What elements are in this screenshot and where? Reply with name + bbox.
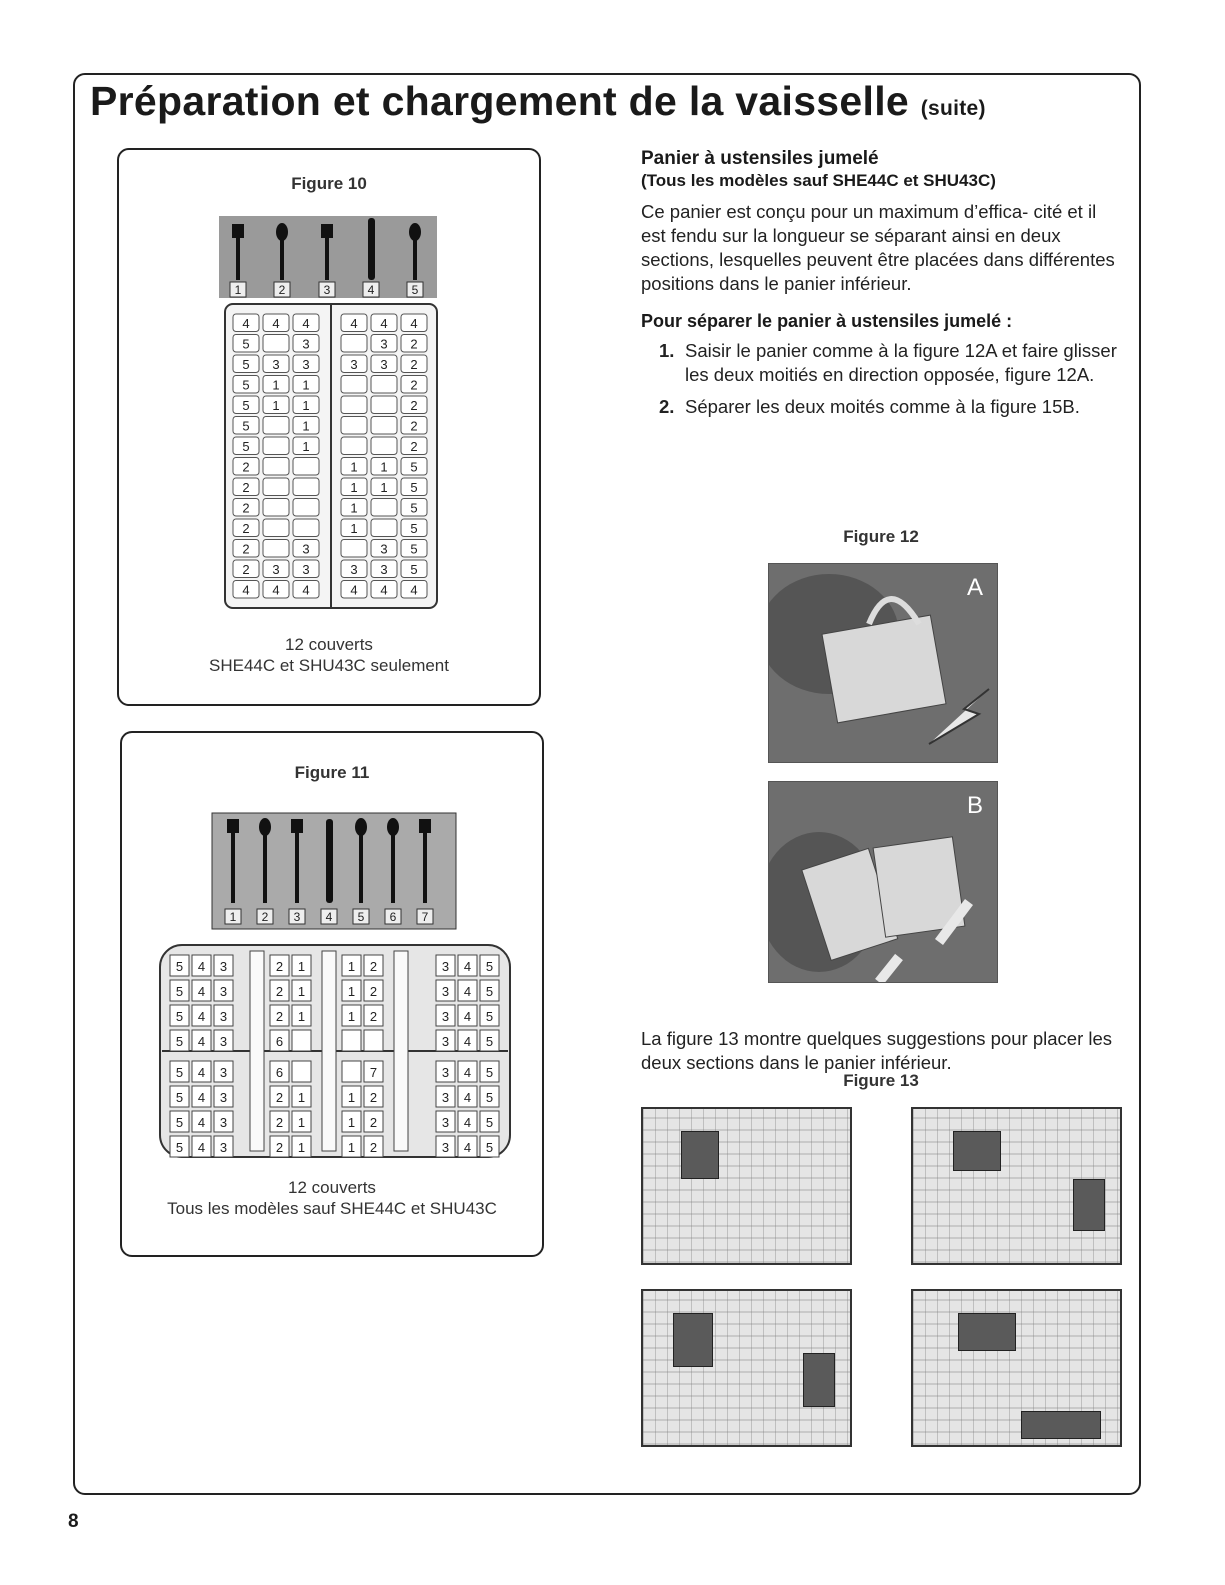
figure-13-label: Figure 13: [843, 1071, 919, 1090]
fork-handle: [325, 236, 329, 280]
basket-photo-b: [769, 782, 998, 983]
fork-icon: [321, 224, 333, 238]
middle-b-group-value: 1: [347, 959, 356, 974]
right-group-value: 3: [441, 1090, 450, 1105]
basket-section: [673, 1313, 713, 1367]
left-grid-value: 5: [242, 357, 250, 372]
middle-b-group-value: 1: [347, 1140, 356, 1155]
left-group-value: 5: [175, 1115, 184, 1130]
right-group-value: 4: [463, 1140, 472, 1155]
right-grid-value: 3: [380, 357, 388, 372]
left-grid-cell: [263, 478, 289, 496]
basket-section: [803, 1353, 835, 1407]
knife-icon: [326, 819, 333, 903]
left-grid-value: 5: [242, 336, 250, 352]
left-grid-value: 2: [242, 459, 250, 475]
right-group-value: 4: [463, 1009, 472, 1024]
left-group-value: 5: [175, 1034, 184, 1049]
basket-photo-a: [769, 564, 998, 763]
right-group-value: 5: [485, 984, 494, 999]
middle-a-group-value: 1: [297, 959, 306, 974]
fork-handle: [295, 831, 299, 903]
basket-section: [681, 1131, 719, 1179]
right-grid-cell: [341, 540, 367, 558]
left-grid-value: 3: [302, 562, 310, 577]
utensil-number: 7: [421, 910, 429, 924]
left-grid-value: 3: [272, 562, 280, 577]
separate-heading: Pour séparer le panier à ustensiles jumelé :: [641, 311, 1013, 331]
left-grid-value: 1: [272, 398, 280, 413]
figure-12a-photo: [768, 563, 998, 763]
page-number: 8: [68, 1511, 79, 1532]
left-grid-cell: [263, 519, 289, 537]
right-grid-value: 5: [410, 480, 418, 495]
utensil-number: 2: [278, 283, 286, 297]
middle-b-group-value: 2: [369, 1009, 378, 1024]
middle-b-group-value: 1: [347, 1115, 356, 1130]
left-grid-value: 4: [272, 316, 280, 331]
middle-b-group-value: 2: [369, 1140, 378, 1155]
figure-12b-photo: [768, 781, 998, 983]
right-grid-cell: [371, 417, 397, 435]
left-grid-value: 5: [242, 377, 250, 393]
utensil-number: 1: [229, 910, 237, 924]
right-group-value: 3: [441, 959, 450, 974]
utensil-number: 1: [234, 283, 242, 297]
utensil-number: 4: [325, 910, 333, 924]
left-group-value: 3: [219, 1034, 228, 1049]
left-group-value: 4: [197, 984, 206, 999]
right-grid-value: 4: [410, 582, 418, 598]
right-group-value: 4: [463, 1065, 472, 1080]
middle-a-group-value: 2: [275, 1115, 284, 1130]
middle-b-group-value: 1: [347, 984, 356, 999]
left-group-value: 4: [197, 1090, 206, 1105]
left-group-value: 3: [219, 984, 228, 999]
left-grid-cell: [263, 417, 289, 435]
fork-icon: [227, 819, 239, 833]
step-item: [641, 339, 1121, 387]
basket-section: [1073, 1179, 1105, 1231]
right-grid-value: 5: [410, 521, 418, 536]
middle-a-group-value: 2: [275, 1090, 284, 1105]
right-grid-value: 2: [410, 418, 418, 434]
left-grid-cell: [293, 519, 319, 537]
left-grid-value: 3: [302, 336, 310, 352]
right-grid-value: 1: [350, 500, 358, 516]
middle-b-group-value: 1: [347, 1090, 356, 1105]
right-grid-value: 5: [410, 562, 418, 577]
middle-b-group-cell: [342, 1030, 361, 1051]
left-group-value: 5: [175, 984, 184, 999]
left-grid-value: 2: [242, 541, 250, 557]
middle-b-group-value: 2: [369, 959, 378, 974]
right-group-value: 4: [463, 1115, 472, 1130]
middle-a-group-value: 6: [275, 1034, 284, 1049]
figure-13-photo-2: [911, 1107, 1122, 1265]
section-heading: Panier à ustensiles jumelé: [641, 148, 879, 169]
figure-13-photo-3: [641, 1289, 852, 1447]
utensil-number: 5: [411, 283, 419, 297]
utensil-number: 3: [293, 910, 301, 924]
left-grid-cell: [293, 499, 319, 517]
right-group-value: 5: [485, 1065, 494, 1080]
fork-icon: [291, 819, 303, 833]
right-grid-cell: [371, 499, 397, 517]
middle-b-group-value: 2: [369, 984, 378, 999]
middle-a-group-value: 1: [297, 1140, 306, 1155]
right-grid-value: 2: [410, 398, 418, 413]
middle-b-group-value: 2: [369, 1090, 378, 1105]
figure-11-label: Figure 11: [294, 763, 370, 782]
right-grid-cell: [371, 396, 397, 414]
right-grid-value: 5: [410, 541, 418, 557]
right-group-value: 4: [463, 1034, 472, 1049]
left-group-value: 4: [197, 1115, 206, 1130]
right-group-value: 5: [485, 1140, 494, 1155]
left-grid-value: 4: [242, 582, 250, 598]
right-group-value: 3: [441, 1034, 450, 1049]
figure-10-caption-line1: 12 couverts: [285, 635, 373, 654]
spoon-handle: [391, 833, 395, 903]
utensil-number: 2: [261, 910, 269, 924]
left-group-value: 3: [219, 1009, 228, 1024]
left-group-value: 3: [219, 1065, 228, 1080]
step-number: 2.: [659, 396, 675, 417]
middle-a-group-cell: [292, 1030, 311, 1051]
left-grid-value: 3: [302, 357, 310, 372]
right-grid-value: 2: [410, 357, 418, 372]
right-grid-cell: [341, 396, 367, 414]
left-group-value: 3: [219, 1140, 228, 1155]
middle-a-group-value: 2: [275, 1140, 284, 1155]
right-group-value: 3: [441, 984, 450, 999]
middle-a-group-value: 2: [275, 1009, 284, 1024]
figure-10-caption: [119, 634, 539, 676]
step-number: 1.: [659, 340, 675, 361]
right-grid-value: 3: [380, 541, 388, 557]
right-group-value: 5: [485, 1115, 494, 1130]
basket-section: [953, 1131, 1001, 1171]
fork-handle: [231, 831, 235, 903]
right-grid-cell: [341, 417, 367, 435]
right-group-value: 5: [485, 1009, 494, 1024]
left-group-value: 4: [197, 1065, 206, 1080]
right-grid-cell: [371, 519, 397, 537]
right-grid-value: 4: [380, 582, 388, 598]
left-group-value: 5: [175, 1009, 184, 1024]
figure-11-caption: [122, 1177, 542, 1219]
middle-b-group-value: 2: [369, 1115, 378, 1130]
step-item: [641, 395, 1121, 419]
spoon-handle: [413, 238, 417, 280]
left-grid-value: 5: [242, 398, 250, 413]
left-grid-cell: [263, 499, 289, 517]
left-grid-value: 2: [242, 562, 250, 577]
left-grid-value: 3: [302, 541, 310, 557]
left-grid-value: 1: [302, 398, 310, 413]
left-group-value: 5: [175, 1140, 184, 1155]
right-grid-value: 2: [410, 439, 418, 454]
knife-icon: [368, 218, 375, 280]
left-grid-value: 2: [242, 480, 250, 495]
step-text: Séparer les deux moités comme à la figure 15B.: [685, 396, 1080, 417]
fork-icon: [232, 224, 244, 238]
left-grid-value: 3: [272, 357, 280, 372]
right-grid-value: 3: [380, 562, 388, 577]
right-grid-cell: [341, 376, 367, 394]
step-text: Saisir le panier comme à la figure 12A et faire glisser les deux moitiés en direction opposée, figure 12A.: [685, 340, 1117, 385]
right-grid-value: 4: [380, 316, 388, 331]
middle-b-group-cell: [364, 1030, 383, 1051]
middle-a-group-value: 2: [275, 984, 284, 999]
right-grid-value: 5: [410, 459, 418, 475]
fork-handle: [236, 236, 240, 280]
left-grid-value: 4: [302, 582, 310, 598]
right-grid-value: 2: [410, 336, 418, 352]
steps-list: [641, 339, 1121, 419]
page-title: [90, 78, 986, 125]
right-grid-value: 4: [410, 316, 418, 331]
right-grid-value: 4: [350, 582, 358, 598]
basket-section: [1021, 1411, 1101, 1439]
right-group-value: 5: [485, 959, 494, 974]
right-group-value: 4: [463, 959, 472, 974]
right-grid-cell: [371, 376, 397, 394]
left-grid-cell: [263, 335, 289, 353]
left-grid-value: 2: [242, 521, 250, 536]
utensil-number: 3: [323, 283, 331, 297]
right-grid-value: 1: [350, 521, 358, 536]
right-group-value: 5: [485, 1090, 494, 1105]
left-group-value: 3: [219, 1115, 228, 1130]
left-grid-value: 5: [242, 418, 250, 434]
left-group-value: 3: [219, 1090, 228, 1105]
text-column: [641, 148, 1121, 427]
figure-11-diagram: [122, 805, 546, 1175]
section-paragraph: Ce panier est conçu pour un maximum d’effica- cité et il est fendu sur la longueur se séparant ainsi en deux sections, lesquelles peuvent être placées dans différentes positions dans le panier inférieur.: [641, 201, 1115, 294]
right-grid-cell: [341, 335, 367, 353]
left-grid-value: 1: [302, 418, 310, 434]
figure-10-caption-line2: SHE44C et SHU43C seulement: [208, 656, 449, 675]
right-group-value: 5: [485, 1034, 494, 1049]
middle-a-group-value: 1: [297, 1009, 306, 1024]
figure-13-intro: La figure 13 montre quelques suggestions pour placer les deux sections dans le panier inférieur.: [641, 1028, 1113, 1073]
left-grid-value: 4: [302, 316, 310, 331]
figure-11-caption-line2: Tous les modèles sauf SHE44C et SHU43C: [167, 1199, 497, 1218]
figure-11-caption-line1: 12 couverts: [288, 1178, 376, 1197]
left-group-value: 5: [175, 1065, 184, 1080]
left-group-value: 3: [219, 959, 228, 974]
right-group-value: 3: [441, 1140, 450, 1155]
right-grid-value: 3: [350, 562, 358, 577]
figure-13-photo-4: [911, 1289, 1122, 1447]
left-group-value: 4: [197, 1140, 206, 1155]
section-subheading: (Tous les modèles sauf SHE44C et SHU43C): [641, 171, 996, 190]
middle-a-group-value: 2: [275, 959, 284, 974]
left-group-value: 5: [175, 1090, 184, 1105]
left-grid-cell: [263, 458, 289, 476]
right-grid-value: 4: [350, 316, 358, 331]
middle-a-group-value: 1: [297, 1090, 306, 1105]
right-group-value: 3: [441, 1115, 450, 1130]
fork-icon: [419, 819, 431, 833]
figure-13-photo-1: [641, 1107, 852, 1265]
left-grid-cell: [263, 437, 289, 455]
photo-letter-a: A: [966, 574, 983, 601]
left-group-value: 4: [197, 1034, 206, 1049]
left-grid-value: 4: [272, 582, 280, 598]
right-grid-value: 3: [380, 336, 388, 352]
right-grid-value: 1: [380, 480, 388, 495]
title-suffix: (suite): [920, 97, 986, 120]
handle-slot: [322, 951, 336, 1151]
figure-12-label: Figure 12: [843, 527, 919, 546]
handle-slot: [394, 951, 408, 1151]
right-grid-cell: [341, 437, 367, 455]
left-group-value: 4: [197, 1009, 206, 1024]
figure-10-diagram: [119, 210, 543, 640]
utensil-number: 5: [357, 910, 365, 924]
fork-handle: [423, 831, 427, 903]
left-grid-value: 1: [302, 377, 310, 393]
left-group-value: 4: [197, 959, 206, 974]
utensil-number: 6: [389, 910, 397, 924]
left-grid-value: 1: [272, 377, 280, 393]
spoon-handle: [359, 833, 363, 903]
right-grid-value: 1: [380, 459, 388, 475]
middle-a-group-value: 1: [297, 1115, 306, 1130]
right-grid-value: 1: [350, 459, 358, 475]
right-grid-value: 1: [350, 480, 358, 495]
figure-10-label: Figure 10: [291, 174, 367, 193]
left-group-value: 5: [175, 959, 184, 974]
photo-letter-b: B: [966, 792, 983, 819]
title-text: Préparation et chargement de la vaisselle: [90, 78, 909, 124]
left-grid-value: 4: [242, 316, 250, 331]
middle-a-group-value: 6: [275, 1065, 284, 1080]
left-grid-value: 1: [302, 439, 310, 454]
middle-a-group-value: 1: [297, 984, 306, 999]
middle-a-group-cell: [292, 1061, 311, 1082]
right-grid-cell: [371, 437, 397, 455]
left-grid-cell: [293, 458, 319, 476]
spoon-handle: [280, 238, 284, 280]
figure-10: [117, 148, 541, 706]
figure-11: [120, 731, 544, 1257]
right-grid-value: 2: [410, 377, 418, 393]
right-group-value: 3: [441, 1065, 450, 1080]
middle-b-group-cell: [342, 1061, 361, 1082]
spoon-handle: [263, 833, 267, 903]
basket-section: [958, 1313, 1016, 1351]
middle-b-group-value: 1: [347, 1009, 356, 1024]
middle-b-group-value: 7: [369, 1065, 378, 1080]
left-grid-value: 5: [242, 439, 250, 454]
right-group-value: 4: [463, 1090, 472, 1105]
left-grid-cell: [263, 540, 289, 558]
right-grid-value: 5: [410, 500, 418, 516]
right-grid-value: 3: [350, 357, 358, 372]
right-group-value: 3: [441, 1009, 450, 1024]
right-group-value: 4: [463, 984, 472, 999]
left-grid-cell: [293, 478, 319, 496]
left-grid-value: 2: [242, 500, 250, 516]
handle-slot: [250, 951, 264, 1151]
utensil-number: 4: [367, 283, 375, 297]
